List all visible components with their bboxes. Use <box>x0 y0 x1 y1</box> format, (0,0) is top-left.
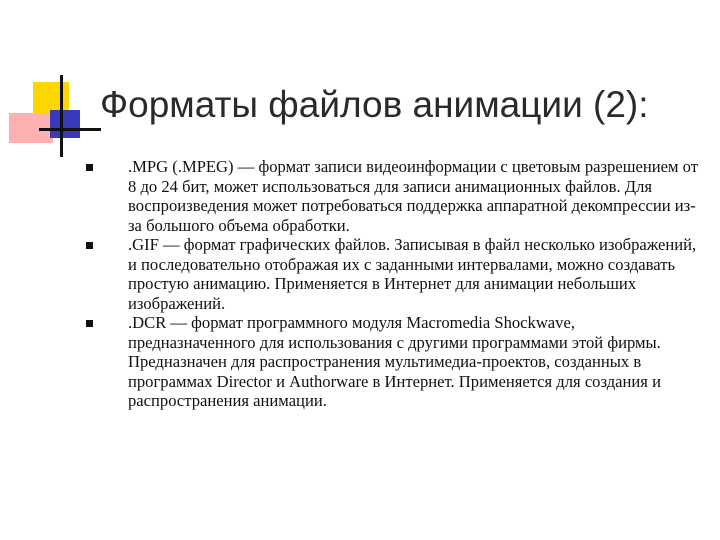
blue-square <box>50 110 80 138</box>
bullet-item-dcr <box>86 313 706 411</box>
vertical-line <box>60 75 63 157</box>
horizontal-line <box>39 128 101 131</box>
bullet-list <box>86 157 706 411</box>
bullet-term: .GIF <box>128 235 159 254</box>
bullet-text: — формат записи видеоинформации с цветовым разрешением от 8 до 24 бит, может использоваться для записи анимационных файлов. Для воспроизведения может потребоваться поддержка аппаратной декомпрессии из-за большого объема обработки. <box>128 157 698 235</box>
bullet-term: .DCR <box>128 313 167 332</box>
slide-logo-decoration <box>0 0 110 170</box>
bullet-square-icon <box>86 242 93 249</box>
slide-title: Форматы файлов анимации (2): <box>100 84 649 125</box>
bullet-term: .MPG (.MPEG) <box>128 157 234 176</box>
bullet-square-icon <box>86 320 93 327</box>
bullet-text: — формат графических файлов. Записывая в файл несколько изображений, и последовательно отображая их с заданными интервалами, можно создавать простую анимацию. Применяется в Интернет для анимации небольших изображений. <box>128 235 697 313</box>
bullet-item-gif <box>86 235 706 313</box>
bullet-item-mpg <box>86 157 706 235</box>
bullet-square-icon <box>86 164 93 171</box>
bullet-text: — формат программного модуля Macromedia Shockwave, предназначенного для использования с другими программами этой фирмы. Предназначен для распространения мультимедиа-проектов, созданных в программах Director и Authorware в Интернет. Применяется для создания и распространения анимации. <box>128 313 661 410</box>
